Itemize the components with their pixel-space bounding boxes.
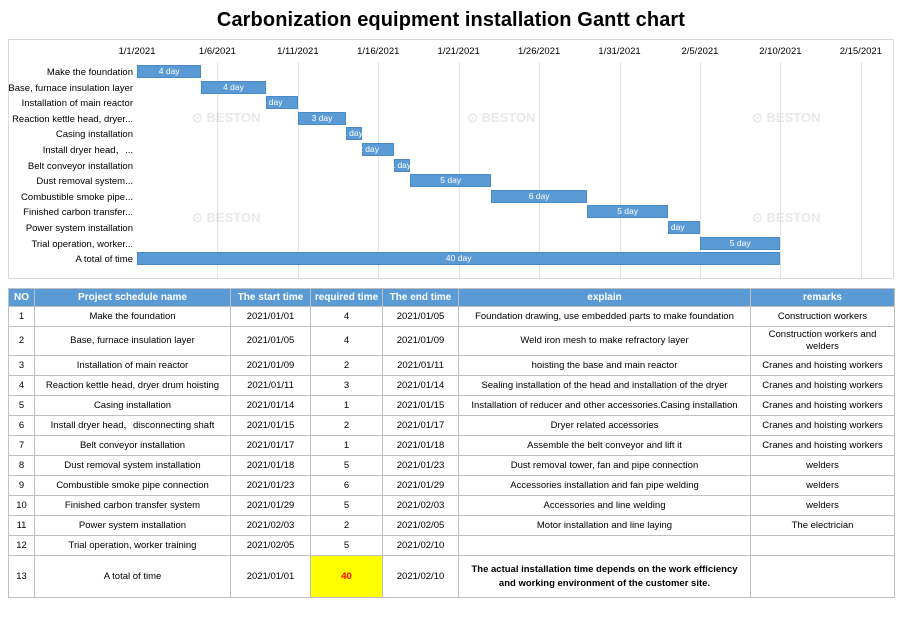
gantt-bar-label: 40 day [445,253,472,264]
cell-explain: Foundation drawing, use embedded parts to make foundation [459,307,751,327]
cell-name: Casing installation [35,396,231,416]
table-row [9,516,895,536]
table-row [9,356,895,376]
cell-explain: Installation of reducer and other accessories.Casing installation [459,396,751,416]
cell-no: 6 [9,416,35,436]
gantt-axis-tick: 1/1/2021 [118,46,156,57]
table-row [9,376,895,396]
cell-remarks: Cranes and hoisting workers [751,376,895,396]
cell-required-time: 2 [311,356,383,376]
table-row [9,307,895,327]
cell-end-time: 2021/01/23 [383,456,459,476]
cell-no: 3 [9,356,35,376]
cell-remarks: The electrician [751,516,895,536]
cell-name: Installation of main reactor [35,356,231,376]
cell-required-time: 6 [311,476,383,496]
table-row [9,476,895,496]
table-header-row [9,289,895,307]
col-header-required: required time [311,289,383,307]
cell-name: Make the foundation [35,307,231,327]
cell-required-time: 5 [311,536,383,556]
cell-required-time: 4 [311,307,383,327]
gantt-gridline [217,62,218,278]
gantt-axis-tick: 1/11/2021 [277,46,319,57]
gantt-bar-label: 5 day [440,175,462,186]
cell-remarks: Construction workers and welders [751,327,895,356]
cell-remarks [751,536,895,556]
col-header-end: The end time [383,289,459,307]
col-header-name: Project schedule name [35,289,231,307]
cell-start-time: 2021/01/11 [231,376,311,396]
cell-start-time: 2021/02/05 [231,536,311,556]
cell-start-time: 2021/01/15 [231,416,311,436]
gantt-gridline [861,62,862,278]
cell-start-time: 2021/02/03 [231,516,311,536]
table-row [9,436,895,456]
gantt-row-label: Reaction kettle head, dryer... [12,113,133,125]
cell-end-time: 2021/02/10 [383,556,459,598]
cell-required-time: 4 [311,327,383,356]
gantt-chart [8,39,894,279]
schedule-table [8,288,895,598]
gantt-bar-label: 2 day [358,144,379,154]
gantt-axis-tick: 1/26/2021 [517,46,561,57]
cell-required-time: 40 [311,556,383,598]
cell-required-time: 5 [311,496,383,516]
watermark: ⊙ BESTON [192,110,261,125]
cell-explain: hoisting the base and main reactor [459,356,751,376]
cell-end-time: 2021/02/05 [383,516,459,536]
schedule-table-wrapper [8,288,894,598]
cell-explain: Accessories installation and fan pipe welding [459,476,751,496]
cell-explain: Sealing installation of the head and installation of the dryer [459,376,751,396]
cell-explain: Weld iron mesh to make refractory layer [459,327,751,356]
cell-name: Power system installation [35,516,231,536]
cell-explain: The actual installation time depends on the work efficiency and working environment of the customer site. [459,556,751,598]
gantt-bar-label: 4 day [158,66,180,76]
gantt-bar-label: 2 day [663,222,685,232]
gantt-row-label: Base, furnace insulation layer [8,82,133,94]
cell-required-time: 1 [311,396,383,416]
watermark: ⊙ BESTON [192,210,261,225]
cell-start-time: 2021/01/29 [231,496,311,516]
gantt-bar-label: 5 day [617,206,638,217]
cell-required-time: 2 [311,416,383,436]
table-row [9,496,895,516]
cell-remarks: welders [751,456,895,476]
cell-name: Finished carbon transfer system [35,496,231,516]
cell-end-time: 2021/01/15 [383,396,459,416]
gantt-axis-tick: 1/6/2021 [198,46,236,57]
cell-end-time: 2021/01/05 [383,307,459,327]
cell-end-time: 2021/01/09 [383,327,459,356]
gantt-row-label: Make the foundation [46,67,133,78]
gantt-bar-label: 3 day [311,112,333,123]
cell-name: Trial operation, worker training [35,536,231,556]
gantt-bar-label: 1 day [390,159,412,170]
table-row [9,536,895,556]
gantt-row-label: Finished carbon transfer... [23,207,133,219]
cell-no: 10 [9,496,35,516]
cell-start-time: 2021/01/01 [231,307,311,327]
cell-remarks: Cranes and hoisting workers [751,356,895,376]
cell-explain: Motor installation and line laying [459,516,751,536]
gantt-axis-tick: 2/15/2021 [839,46,882,57]
gantt-gridline [539,62,540,278]
gantt-axis-tick: 2/5/2021 [681,46,719,57]
page-title: Carbonization equipment installation Gantt chart [216,9,686,31]
cell-required-time: 5 [311,456,383,476]
gantt-row-label: Belt conveyor installation [27,160,133,172]
gantt-row-label: A total of time [75,254,133,266]
cell-no: 9 [9,476,35,496]
cell-required-time: 3 [311,376,383,396]
gantt-bar-label: 5 day [729,237,751,248]
cell-required-time: 2 [311,516,383,536]
gantt-plot-area [118,40,893,278]
cell-no: 5 [9,396,35,416]
table-row [9,396,895,416]
cell-no: 12 [9,536,35,556]
cell-remarks: Construction workers [751,307,895,327]
cell-remarks [751,556,895,598]
col-header-no: NO [9,289,35,307]
gantt-row-label: Power system installation [25,223,133,234]
gantt-gridline [620,62,621,278]
cell-no: 7 [9,436,35,456]
cell-name: Combustible smoke pipe connection [35,476,231,496]
col-header-explain: explain [459,289,751,307]
cell-end-time: 2021/02/03 [383,496,459,516]
table-row [9,556,895,598]
gantt-bar-label: 6 day [528,190,550,201]
watermark: ⊙ BESTON [467,110,536,125]
cell-start-time: 2021/01/23 [231,476,311,496]
cell-start-time: 2021/01/14 [231,396,311,416]
cell-explain: Assemble the belt conveyor and lift it [459,436,751,456]
cell-end-time: 2021/01/29 [383,476,459,496]
table-body [9,307,895,598]
cell-explain: Dryer related accessories [459,416,751,436]
cell-end-time: 2021/01/14 [383,376,459,396]
cell-name: Reaction kettle head, dryer drum hoisting [35,376,231,396]
gantt-row-label: Install dryer head，... [42,145,133,156]
gantt-bar-label: 2 day [261,97,283,108]
cell-start-time: 2021/01/17 [231,436,311,456]
gantt-row-label: Trial operation, worker... [31,238,133,250]
cell-explain: Dust removal tower, fan and pipe connection [459,456,751,476]
gantt-axis-tick: 1/21/2021 [437,46,480,57]
cell-start-time: 2021/01/05 [231,327,311,356]
cell-remarks: Cranes and hoisting workers [751,396,895,416]
cell-required-time: 1 [311,436,383,456]
gantt-row-label: Installation of main reactor [21,98,133,110]
cell-remarks: welders [751,476,895,496]
cell-explain: Accessories and line welding [459,496,751,516]
gantt-bar-label: 4 day [223,81,244,92]
cell-end-time: 2021/01/18 [383,436,459,456]
gantt-category-labels [9,40,137,278]
cell-name: Dust removal system installation [35,456,231,476]
gantt-row-label: Combustible smoke pipe... [21,191,133,203]
cell-start-time: 2021/01/09 [231,356,311,376]
cell-end-time: 2021/02/10 [383,536,459,556]
col-header-start: The start time [231,289,311,307]
cell-name: Install dryer head，disconnecting shaft [35,416,231,436]
gantt-gridline [378,62,379,278]
cell-explain [459,536,751,556]
cell-start-time: 2021/01/01 [231,556,311,598]
cell-name: Base, furnace insulation layer [35,327,231,356]
cell-no: 2 [9,327,35,356]
table-row [9,327,895,356]
cell-no: 13 [9,556,35,598]
cell-end-time: 2021/01/17 [383,416,459,436]
watermark: ⊙ BESTON [752,110,821,125]
gantt-axis-tick: 1/31/2021 [598,46,641,57]
table-row [9,416,895,436]
cell-name: A total of time [35,556,231,598]
cell-start-time: 2021/01/18 [231,456,311,476]
cell-remarks: Cranes and hoisting workers [751,436,895,456]
gantt-gridline [780,62,781,278]
gantt-gridline [298,62,299,278]
col-header-remarks: remarks [751,289,895,307]
cell-name: Belt conveyor installation [35,436,231,456]
cell-no: 1 [9,307,35,327]
gantt-axis-tick: 1/16/2021 [357,46,400,57]
gantt-gridline [459,62,460,278]
cell-no: 4 [9,376,35,396]
watermark: ⊙ BESTON [752,210,821,225]
table-row [9,456,895,476]
cell-no: 8 [9,456,35,476]
cell-remarks: welders [751,496,895,516]
cell-no: 11 [9,516,35,536]
gantt-row-label: Casing installation [55,129,133,141]
gantt-bar-label: 1 day [342,128,363,139]
gantt-row-label: Dust removal system... [36,176,133,188]
cell-end-time: 2021/01/11 [383,356,459,376]
gantt-axis-tick: 2/10/2021 [759,46,802,57]
cell-remarks: Cranes and hoisting workers [751,416,895,436]
